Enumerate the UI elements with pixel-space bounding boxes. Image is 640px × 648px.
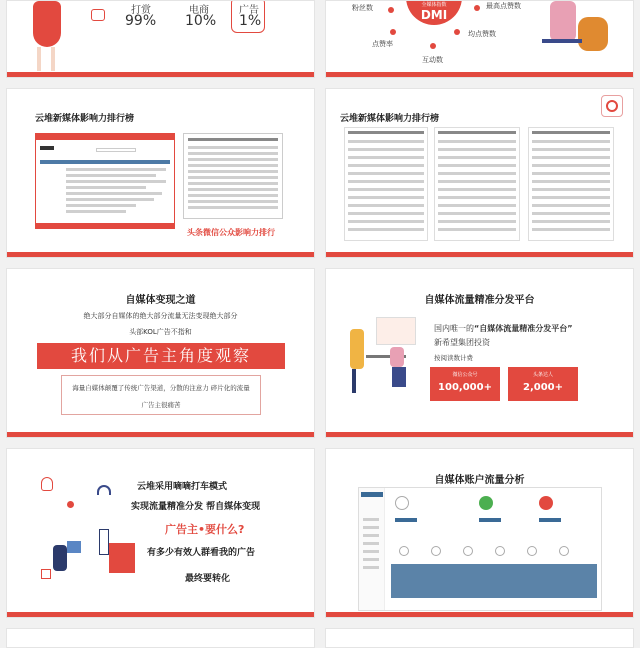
platform-line-3: 按阅读数计费 xyxy=(434,354,473,362)
slide-dmi[interactable] xyxy=(325,0,634,78)
analytics-screenshot xyxy=(358,487,602,611)
stat-ecommerce-value: 10% xyxy=(185,13,217,29)
ranking-table-left xyxy=(344,127,428,241)
slide-footer-bar xyxy=(326,72,633,77)
node-fans: 粉丝数 xyxy=(352,4,373,12)
stat-card-toutiao-label: 头条达人 xyxy=(532,372,553,378)
pain-point-line-2: 广告主很痛苦 xyxy=(141,401,181,409)
dashboard-screenshot xyxy=(35,133,175,229)
logo-icon xyxy=(601,95,623,117)
slide-stats[interactable] xyxy=(6,0,315,78)
headline-banner: 我们从广告主角度观察 xyxy=(37,343,285,369)
woman-illustration xyxy=(27,1,67,71)
platform-line-2: 新希望集团投资 xyxy=(434,338,490,347)
stat-card-toutiao-value: 2,000+ xyxy=(522,382,563,393)
slide-footer-bar xyxy=(7,432,314,437)
slide-title: 自媒体流量精准分发平台 xyxy=(424,295,535,306)
pin-icon xyxy=(67,501,74,508)
model-line-2: 实现流量精准分发 帮自媒体变现 xyxy=(131,502,261,512)
node-max-likes: 最高点赞数 xyxy=(486,2,521,10)
model-line-4: 有多少有效人群看我的广告 xyxy=(147,548,256,558)
stat-card-wechat-label: 微信公众号 xyxy=(452,372,478,378)
slide-monetization[interactable] xyxy=(6,268,315,438)
node-dot xyxy=(390,29,396,35)
stat-ad-value: 1% xyxy=(239,13,262,29)
dmi-center-small: 全媒体指数 xyxy=(421,2,447,8)
stat-ecommerce-label: 电商 xyxy=(189,5,209,16)
platform-line-1-pre: 国内唯一的 xyxy=(434,324,474,333)
slide-title: 自媒体变现之道 xyxy=(125,295,196,306)
slide-footer-bar xyxy=(7,72,314,77)
slide-platform[interactable] xyxy=(325,268,634,438)
slide-title: 云堆新媒体影响力排行榜 xyxy=(340,114,440,124)
text-line-2: 头部KOL广告不指和 xyxy=(129,328,192,336)
workers-illustration xyxy=(41,523,141,585)
stat-card-toutiao xyxy=(508,367,578,401)
model-line-1: 云堆采用嘀嘀打车模式 xyxy=(137,482,228,492)
slide-footer-bar xyxy=(7,612,314,617)
stat-reward-label: 打赏 xyxy=(131,5,151,16)
slide-partial-bottom-right[interactable] xyxy=(325,628,634,648)
model-line-5: 最终要转化 xyxy=(185,574,231,584)
text-line-1: 绝大部分自媒体的绝大部分流量无法变现绝大部分 xyxy=(83,312,238,320)
node-interactions: 互动数 xyxy=(422,56,443,64)
bag-icon xyxy=(91,9,105,21)
slide-ranking-2[interactable] xyxy=(325,88,634,258)
office-illustration xyxy=(346,317,422,397)
woman-chair-illustration xyxy=(540,1,620,63)
stat-card-wechat-value: 100,000+ xyxy=(438,382,492,393)
node-avg-likes: 均点赞数 xyxy=(468,30,496,38)
slide-title: 自媒体账户流量分析 xyxy=(434,475,525,486)
slide-partial-bottom-left[interactable] xyxy=(6,628,315,648)
platform-line-1-em: “自媒体流量精准分发平台” xyxy=(474,324,573,333)
slide-footer-bar xyxy=(7,252,314,257)
ranking-table-thumbnail xyxy=(183,133,283,219)
slide-traffic-analysis[interactable] xyxy=(325,448,634,618)
stat-card-wechat xyxy=(430,367,500,401)
node-dot xyxy=(388,7,394,13)
node-dot xyxy=(454,29,460,35)
slide-footer-bar xyxy=(326,432,633,437)
thumbnail-caption: 头条微信公众影响力排行 xyxy=(187,228,275,237)
ranking-table-middle xyxy=(434,127,520,241)
slide-model[interactable] xyxy=(6,448,315,618)
platform-line-1 xyxy=(434,323,573,334)
slide-ranking-1[interactable] xyxy=(6,88,315,258)
slide-title: 云堆新媒体影响力排行榜 xyxy=(35,114,135,124)
node-like-rate: 点赞率 xyxy=(372,40,393,48)
stat-reward-value: 99% xyxy=(125,13,157,29)
dmi-center-label: DMI xyxy=(420,8,448,22)
node-dot xyxy=(430,43,436,49)
stat-ad-label: 广告 xyxy=(239,5,259,16)
model-line-3: 广告主•要什么? xyxy=(165,523,245,536)
node-dot xyxy=(474,5,480,11)
ranking-table-right xyxy=(528,127,614,241)
pain-point-line-1: 海量自媒体颠覆了传统广告渠道，分散的注意力 碎片化的流量 xyxy=(72,384,250,392)
pain-point-box xyxy=(61,375,261,415)
magnet-icon xyxy=(97,485,111,495)
slide-footer-bar xyxy=(326,612,633,617)
light-bulb-icon xyxy=(41,477,53,491)
slide-footer-bar xyxy=(326,252,633,257)
